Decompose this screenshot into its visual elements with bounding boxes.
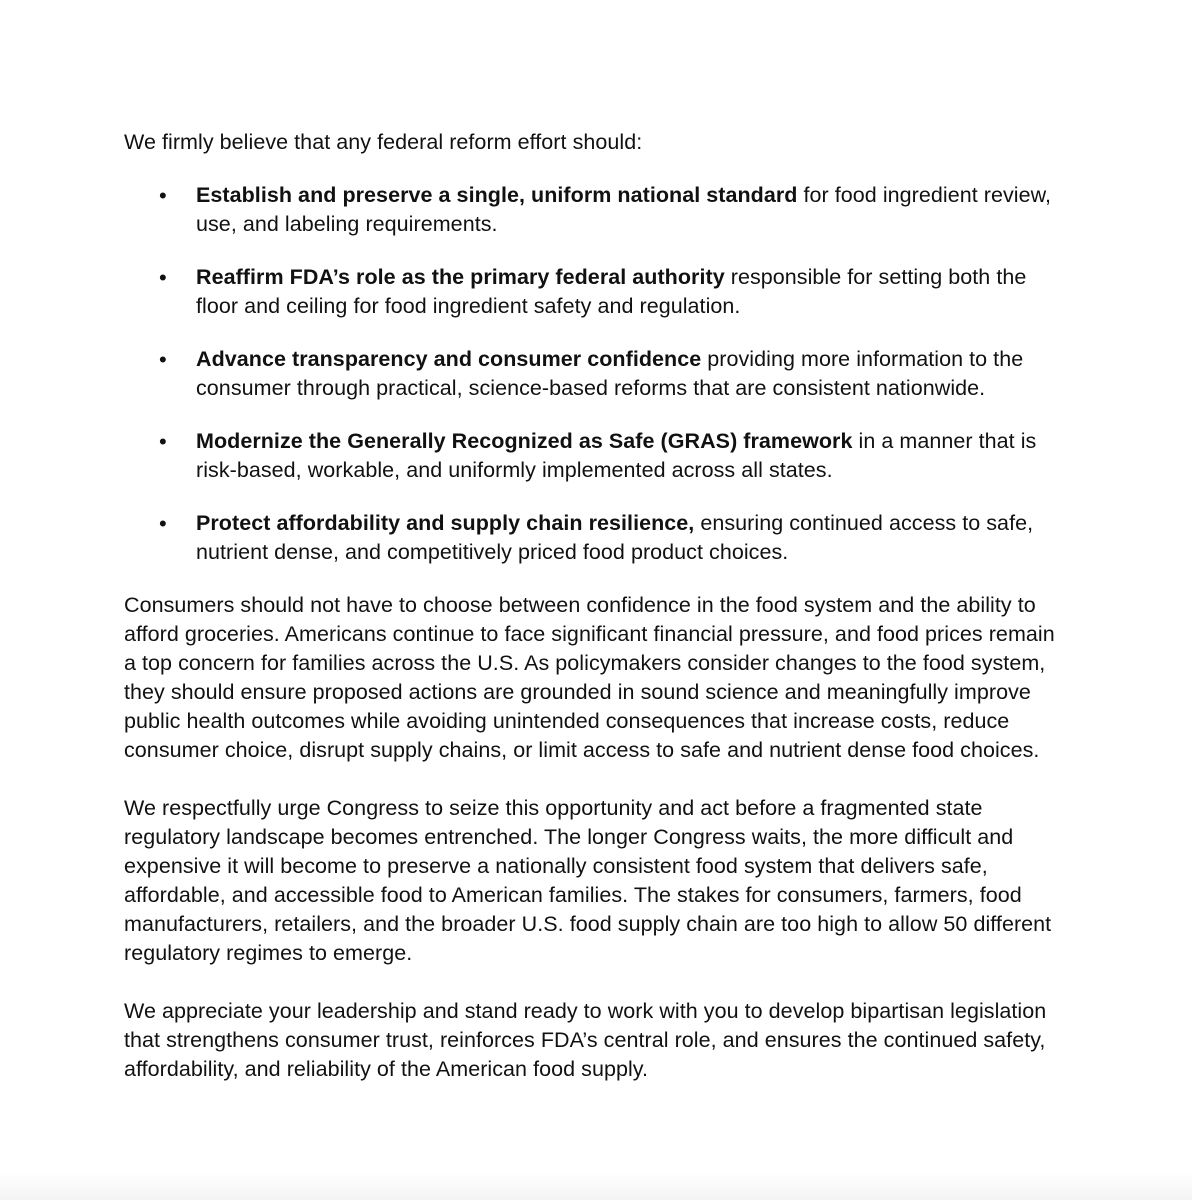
- bullet-text: providing more information to the consumer through practical, science-based reforms that are consistent nationwide.: [196, 347, 1024, 400]
- bullet-text: in a manner that is risk-based, workable, and uniformly implemented across all states.: [196, 429, 1037, 482]
- bullet-text: responsible for setting both the floor and ceiling for food ingredient safety and regulation.: [196, 265, 1027, 318]
- bullet-lead: Protect affordability and supply chain resilience,: [196, 511, 695, 535]
- bullet-icon: •: [159, 511, 167, 536]
- letter-body: [124, 128, 1059, 1084]
- bullet-lead: Establish and preserve a single, uniform national standard: [196, 183, 798, 207]
- list-item: [124, 427, 1059, 485]
- paragraph-affordability: Consumers should not have to choose between confidence in the food system and the ability to afford groceries. Americans continue to face significant financial pressure, and food prices remain a top concern for families across the U.S. As policymakers consider changes to the food system, they should ensure proposed actions are grounded in sound science and meaningfully improve public health outcomes while avoiding unintended consequences that increase costs, reduce consumer choice, disrupt supply chains, or limit access to safe and nutrient dense food choices.: [124, 593, 1055, 762]
- paragraph-closing: We appreciate your leadership and stand ready to work with you to develop bipartisan legislation that strengthens consumer trust, reinforces FDA’s central role, and ensures the continued safety, affordability, and reliability of the American food supply.: [124, 999, 1047, 1081]
- page-bottom-edge: [0, 1172, 1192, 1200]
- bullet-text: for food ingredient review, use, and labeling requirements.: [196, 183, 1052, 236]
- bullet-lead: Modernize the Generally Recognized as Safe (GRAS) framework: [196, 429, 853, 453]
- bullet-text: ensuring continued access to safe, nutrient dense, and competitively priced food product choices.: [196, 511, 1034, 564]
- list-item: [124, 345, 1059, 403]
- paragraph-urge-congress: We respectfully urge Congress to seize this opportunity and act before a fragmented state regulatory landscape becomes entrenched. The longer Congress waits, the more difficult and expensive it will become to preserve a nationally consistent food system that delivers safe, affordable, and accessible food to American families. The stakes for consumers, farmers, food manufacturers, retailers, and the broader U.S. food supply chain are too high to allow 50 different regulatory regimes to emerge.: [124, 796, 1052, 965]
- list-item: [124, 263, 1059, 321]
- bullet-lead: Reaffirm FDA’s role as the primary federal authority: [196, 265, 725, 289]
- list-item: [124, 509, 1059, 567]
- bullet-icon: •: [159, 265, 167, 290]
- list-item: [124, 181, 1059, 239]
- reform-principles-list: [124, 181, 1059, 567]
- bullet-lead: Advance transparency and consumer confidence: [196, 347, 702, 371]
- bullet-icon: •: [159, 347, 167, 372]
- bullet-icon: •: [159, 183, 167, 208]
- intro-sentence: We firmly believe that any federal reform effort should:: [124, 130, 643, 154]
- bullet-icon: •: [159, 429, 167, 454]
